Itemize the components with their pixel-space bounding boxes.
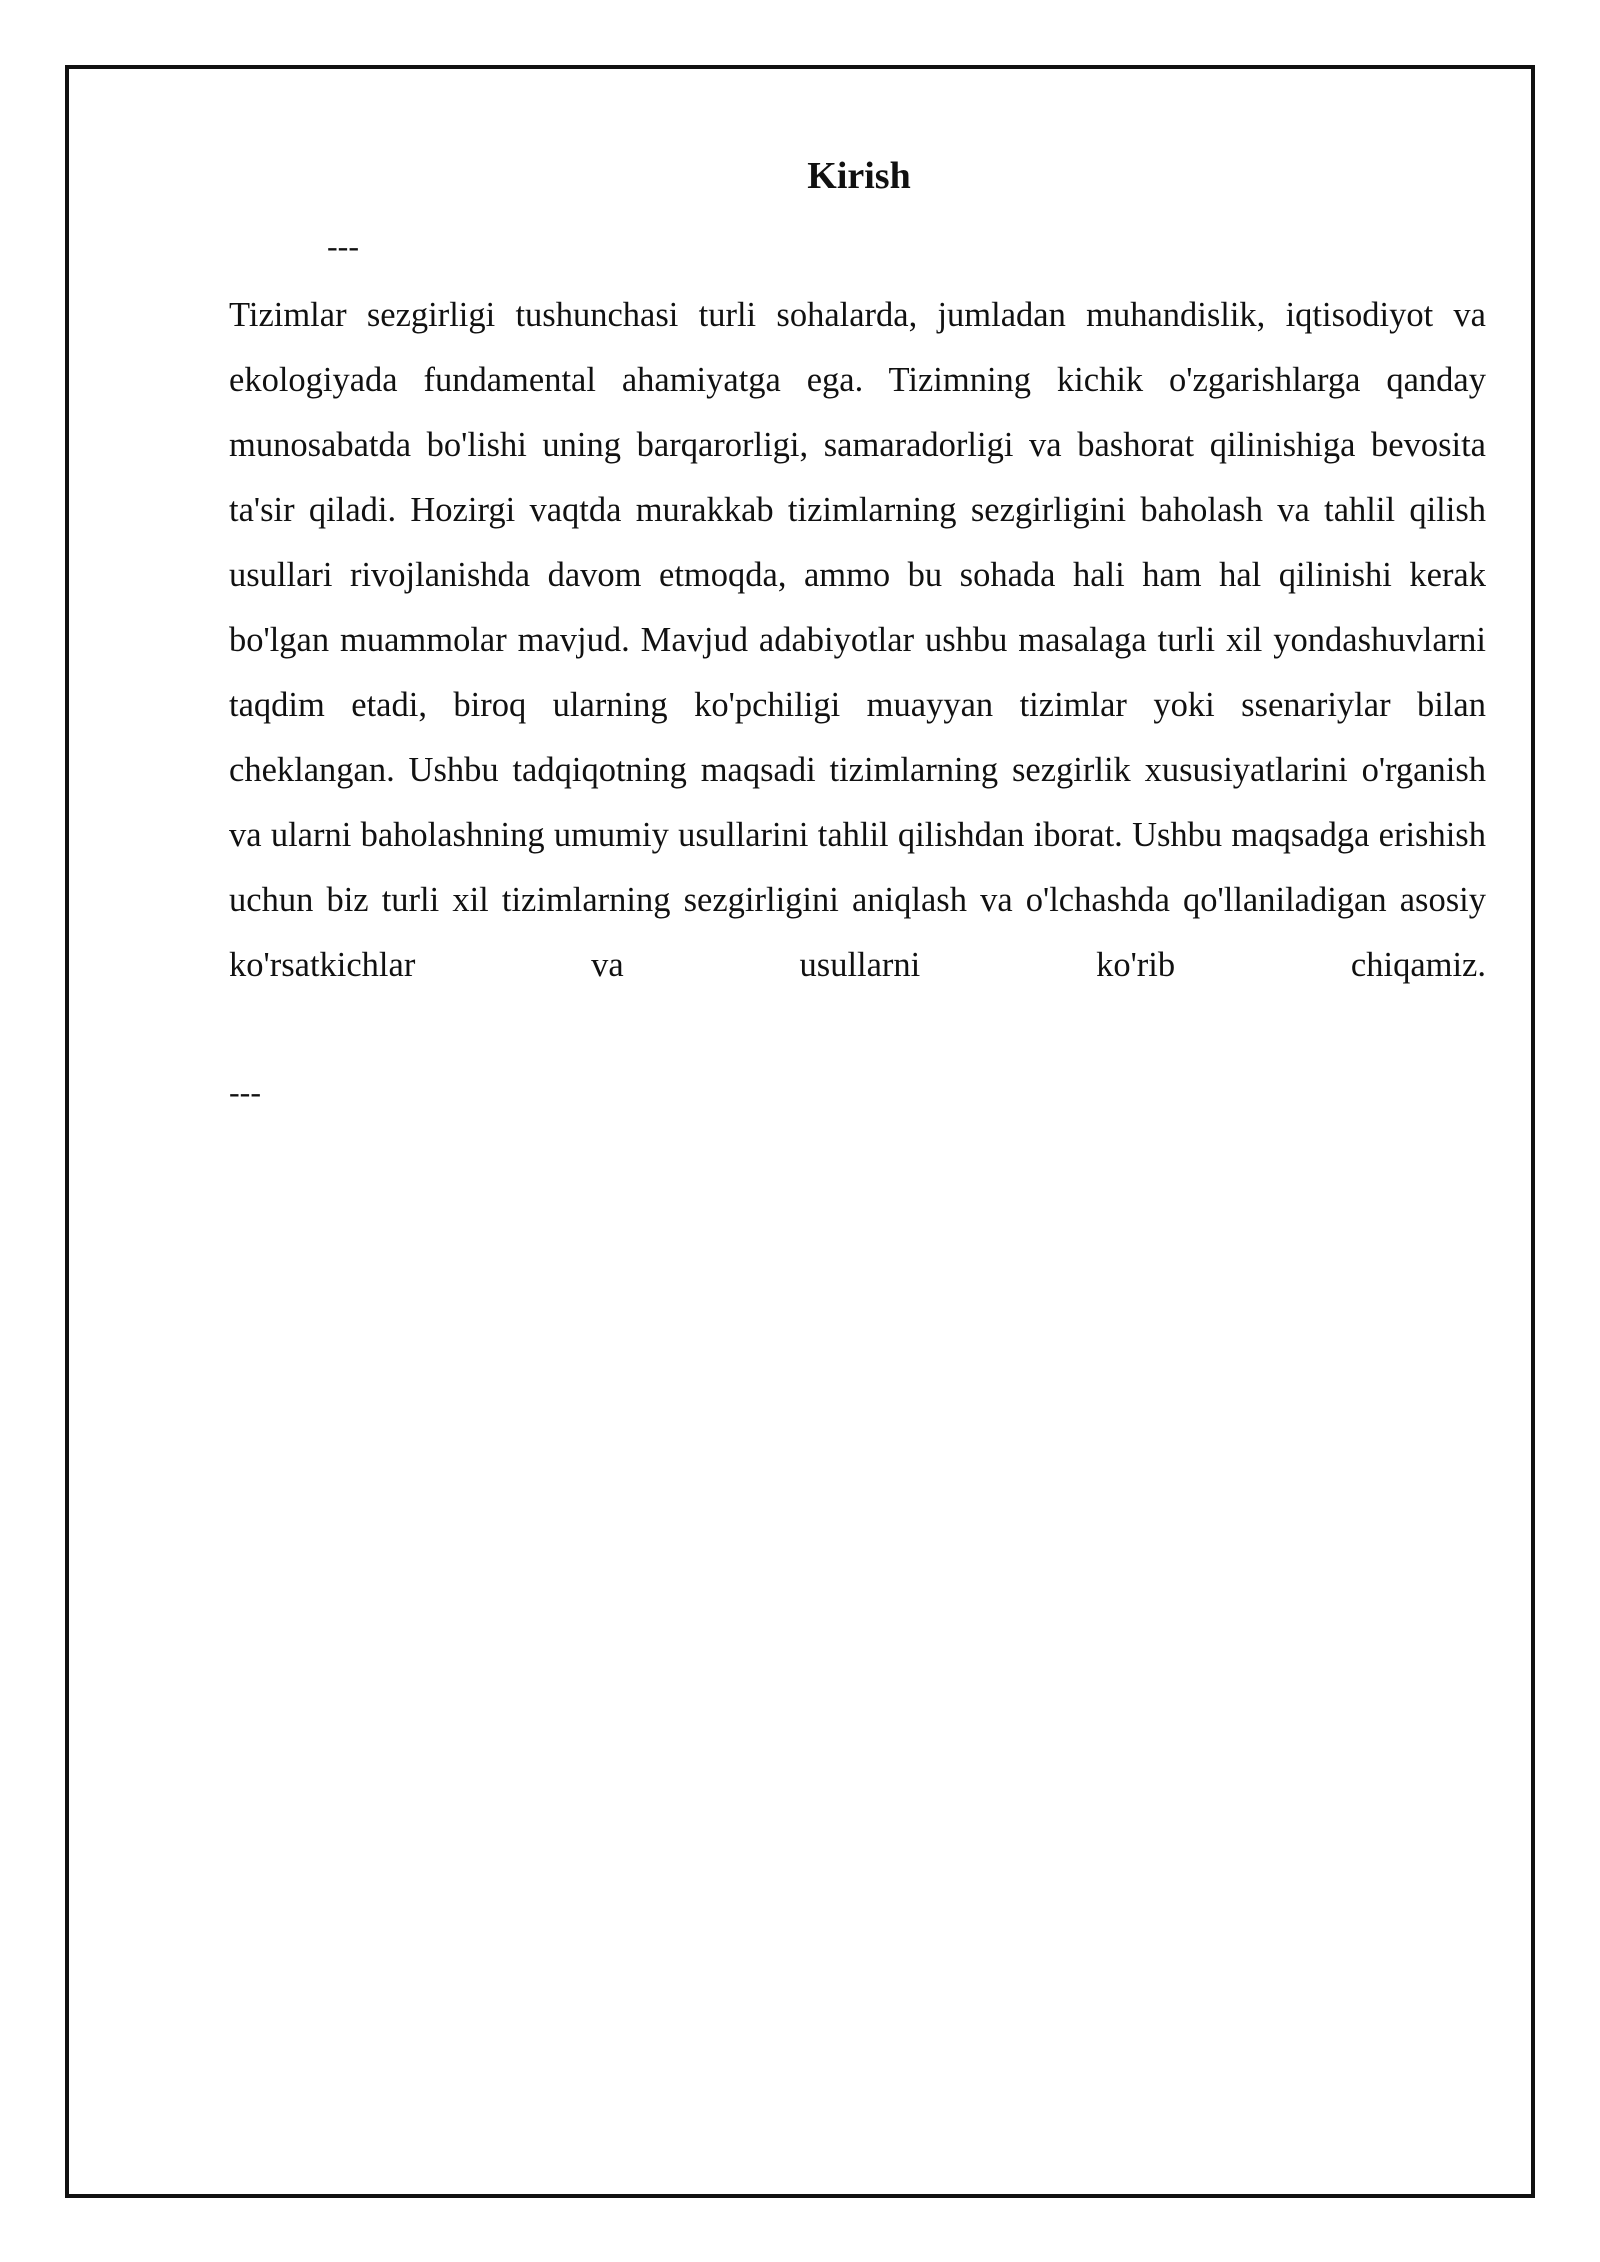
- page-title: Kirish: [807, 155, 911, 197]
- separator-top: ---: [327, 228, 359, 264]
- separator-bottom: ---: [229, 1074, 261, 1110]
- intro-paragraph: Tizimlar sezgirligi tushunchasi turli sohalarda, jumladan muhandislik, iqtisodiyot va ekologiyada fundamental ahamiyatga ega. Tizimning kichik o'zgarishlarga qanday munosabatda bo'lishi uning barqarorligi, samaradorligi va bashorat qilinishiga bevosita ta'sir qiladi. Hozirgi vaqtda murakkab tizimlarning sezgirligini baholash va tahlil qilish usullari rivojlanishda davom etmoqda, ammo bu sohada hali ham hal qilinishi kerak bo'lgan muammolar mavjud. Mavjud adabiyotlar ushbu masalaga turli xil yondashuvlarni taqdim etadi, biroq ularning ko'pchiligi muayyan tizimlar yoki ssenariylar bilan cheklangan. Ushbu tadqiqotning maqsadi tizimlarning sezgirlik xususiyatlarini o'rganish va ularni baholashning umumiy usullarini tahlil qilishdan iborat. Ushbu maqsadga erishish uchun biz turli xil tizimlarning sezgirligini aniqlash va o'lchashda qo'llaniladigan asosiy ko'rsatkichlar va usullarni ko'rib chiqamiz.: [229, 296, 1486, 984]
